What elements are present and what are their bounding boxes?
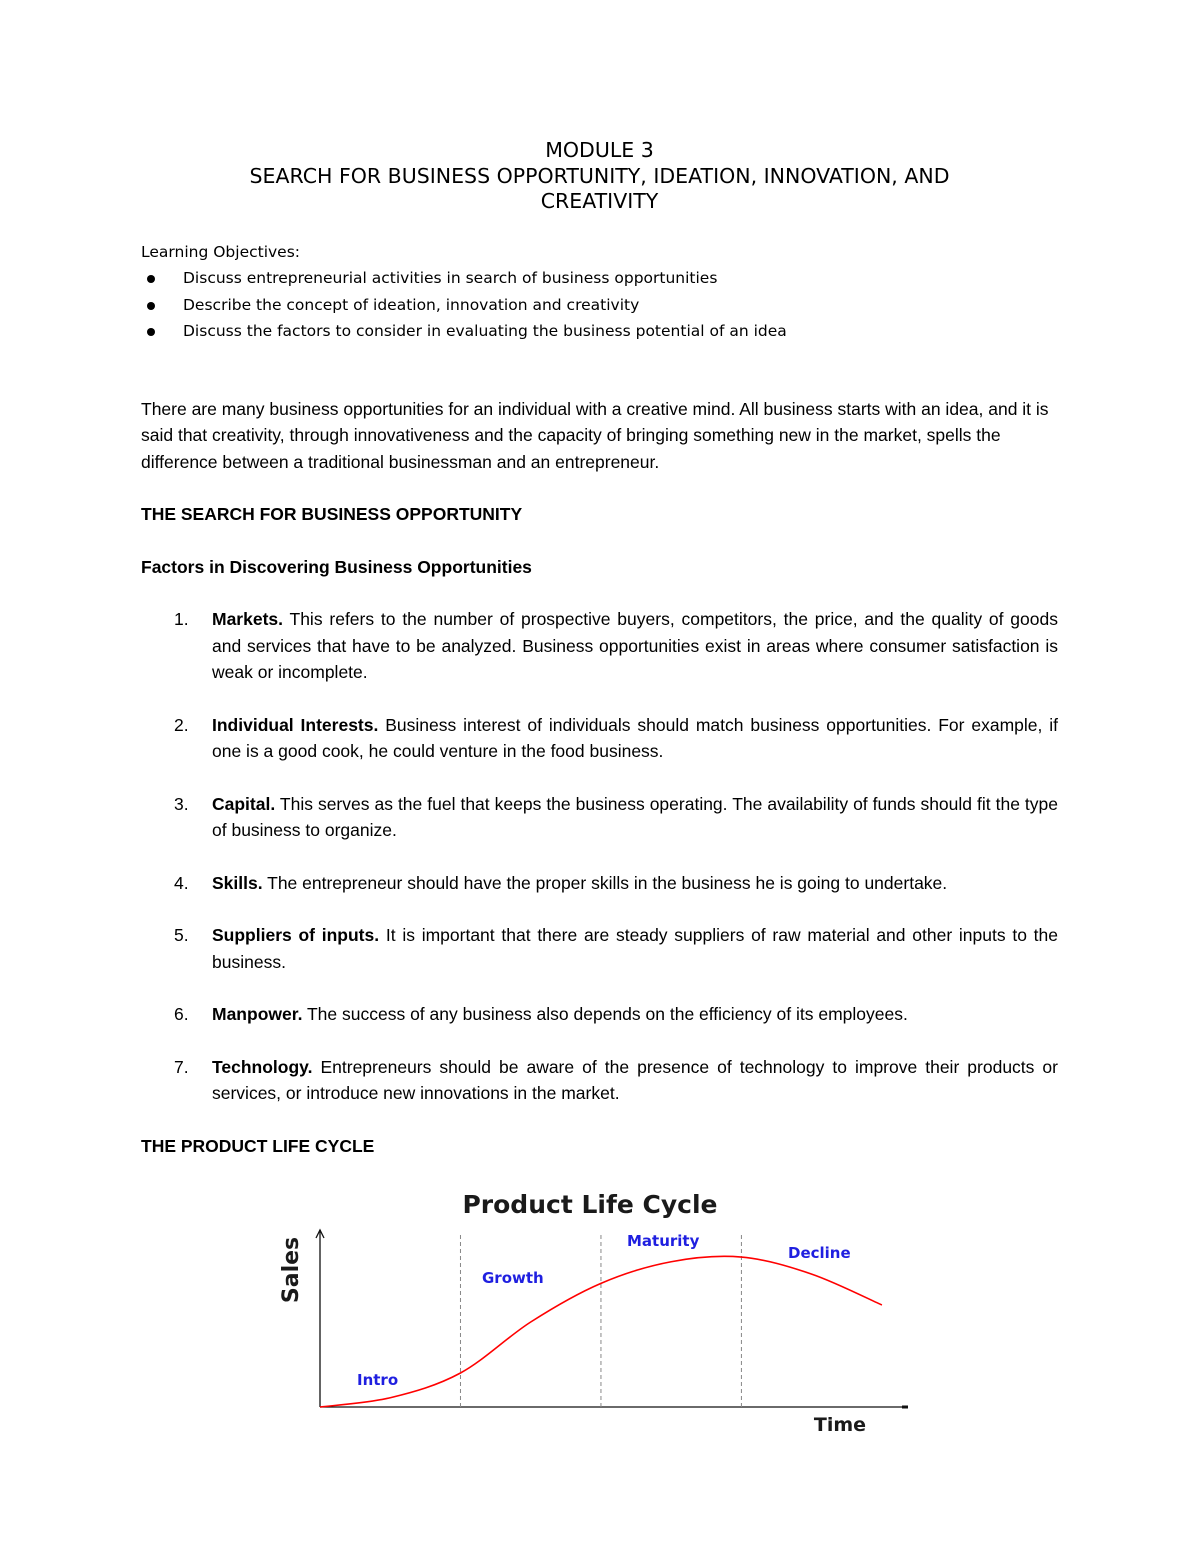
document-content bbox=[141, 138, 1058, 1159]
list-item: 1. Markets. This refers to the number of prospective buyers, competitors, the price, and the quality of goods and services that have to be analyzed. Business opportunities exist in areas where consumer satisfaction is weak or incomplete. bbox=[174, 609, 1058, 682]
product-life-cycle-chart bbox=[260, 1180, 920, 1440]
factors-list bbox=[141, 606, 1058, 1107]
stage-label-intro: Intro bbox=[357, 1371, 399, 1389]
intro-paragraph: There are many business opportunities for an individual with a creative mind. All business starts with an idea, and it is said that creativity, through innovativeness and the capacity of bringing something new in the market, spells the difference between a traditional businessman and an entrepreneur. bbox=[141, 398, 1049, 472]
section-heading: THE SEARCH FOR BUSINESS OPPORTUNITY bbox=[141, 504, 523, 524]
stage-label-maturity: Maturity bbox=[627, 1232, 700, 1250]
learning-objectives-list bbox=[141, 265, 1058, 345]
list-item: 3. Capital. This serves as the fuel that keeps the business operating. The availability of funds should fit the type of business to organize. bbox=[174, 793, 1058, 840]
module-title-line2: CREATIVITY bbox=[540, 189, 659, 213]
y-axis-label: Sales bbox=[279, 1236, 304, 1304]
title-block bbox=[141, 138, 1058, 215]
module-title-line1: SEARCH FOR BUSINESS OPPORTUNITY, IDEATION, INNOVATION, AND bbox=[249, 163, 950, 188]
list-item: 7. Technology. Entrepreneurs should be aware of the presence of technology to improve their products or services, or introduce new innovations in the market. bbox=[174, 1056, 1058, 1103]
x-axis-end bbox=[902, 1406, 908, 1409]
module-number: MODULE 3 bbox=[545, 138, 654, 162]
chart-title: Product Life Cycle bbox=[462, 1190, 718, 1219]
stage-label-decline: Decline bbox=[788, 1244, 851, 1262]
learning-objectives-label: Learning Objectives: bbox=[141, 242, 301, 261]
list-item: Discuss the factors to consider in evaluating the business potential of an idea bbox=[141, 318, 1058, 345]
factors-heading: Factors in Discovering Business Opportunities bbox=[141, 556, 532, 577]
list-item: Describe the concept of ideation, innovation and creativity bbox=[141, 292, 1058, 319]
chart-svg bbox=[260, 1180, 920, 1440]
list-item: 6. Manpower. The success of any business also depends on the efficiency of its employees. bbox=[174, 1004, 908, 1024]
stage-label-growth: Growth bbox=[482, 1269, 544, 1287]
list-item: 2. Individual Interests. Business interest of individuals should match business opportunities. For example, if one is a good cook, he could venture in the food business. bbox=[174, 714, 1058, 761]
list-item: 5. Suppliers of inputs. It is important that there are steady suppliers of raw material and other inputs to the business. bbox=[174, 925, 1059, 972]
list-item: 4. Skills. The entrepreneur should have the proper skills in the business he is going to undertake. bbox=[174, 872, 948, 893]
learning-objectives bbox=[141, 239, 1058, 345]
stage-dividers bbox=[460, 1235, 741, 1407]
list-item: Discuss entrepreneurial activities in search of business opportunities bbox=[141, 265, 1058, 292]
product-life-cycle-heading: THE PRODUCT LIFE CYCLE bbox=[141, 1135, 375, 1156]
x-axis-label: Time bbox=[813, 1414, 867, 1436]
